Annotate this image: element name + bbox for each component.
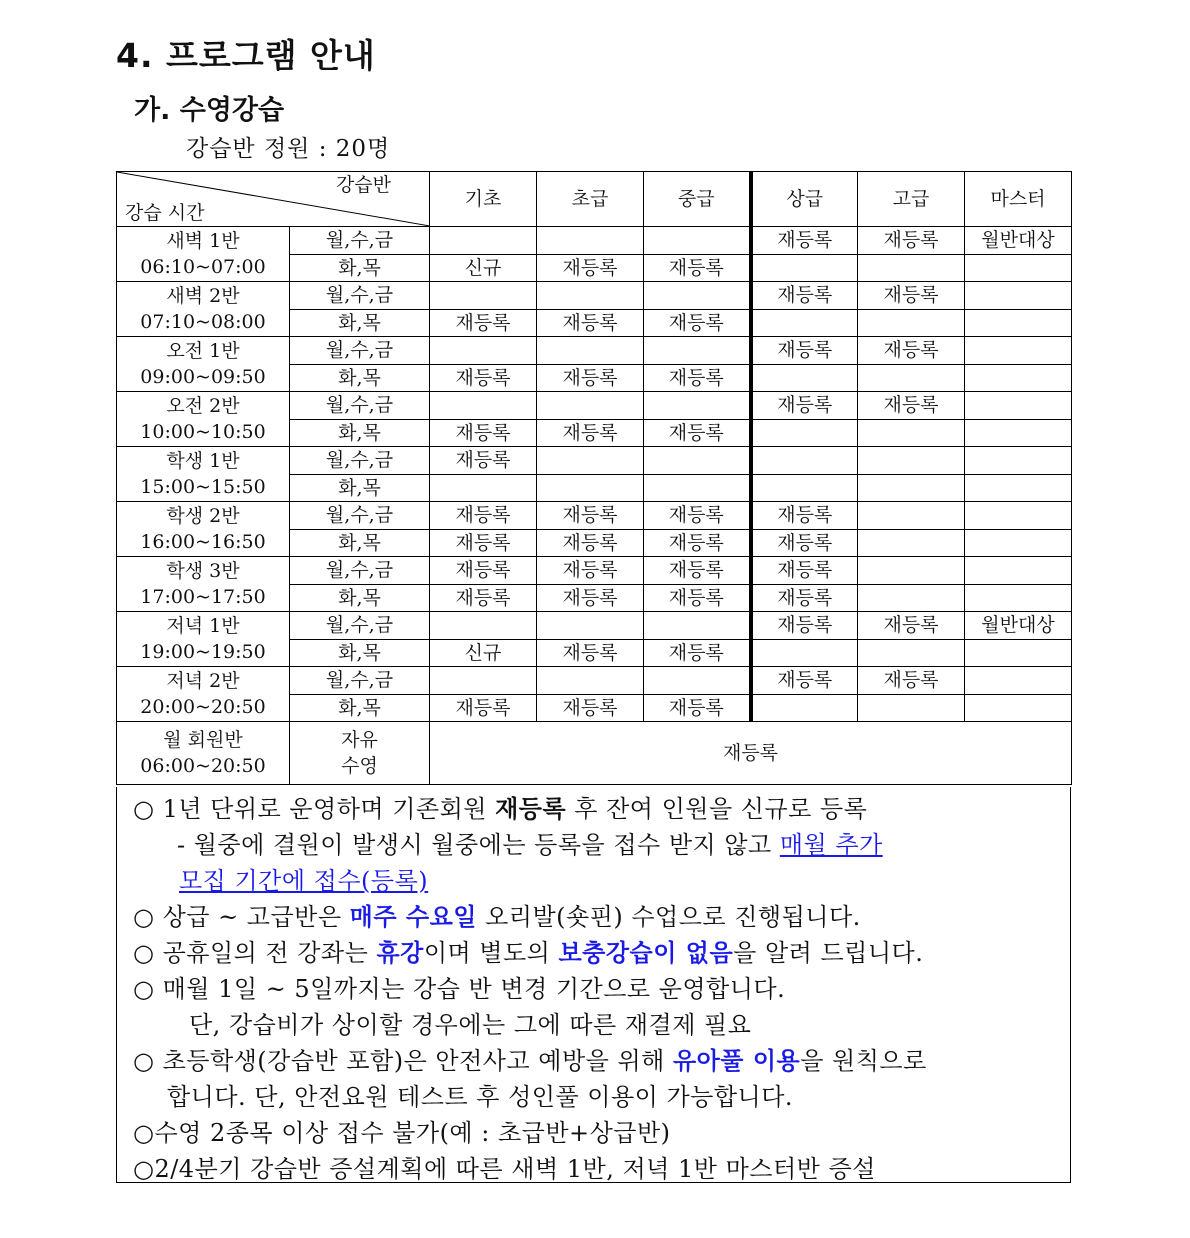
note-line-6: ○ 매월 1일 ~ 5일까지는 강습 반 변경 기간으로 운영합니다. bbox=[133, 975, 786, 1003]
header-row bbox=[117, 172, 1072, 227]
level-cell-intermediate: 재등록 bbox=[644, 529, 751, 557]
level-cell-master bbox=[965, 337, 1072, 365]
days-cell: 월,수,금 bbox=[290, 282, 430, 310]
level-cell-basic bbox=[430, 612, 537, 640]
level-cell-master bbox=[965, 447, 1072, 475]
level-cell-master bbox=[965, 639, 1072, 667]
days-cell: 화,목 bbox=[290, 639, 430, 667]
level-cell-beginner bbox=[537, 474, 644, 502]
level-cell-advanced: 재등록 bbox=[751, 612, 858, 640]
slot-time: 06:10~07:00 bbox=[140, 256, 266, 278]
level-cell-intermediate: 재등록 bbox=[644, 502, 751, 530]
days-cell: 화,목 bbox=[290, 309, 430, 337]
level-cell-expert bbox=[858, 447, 965, 475]
level-cell-expert: 재등록 bbox=[858, 227, 965, 255]
schedule-table bbox=[116, 171, 1072, 785]
slot-cell bbox=[117, 612, 290, 667]
level-cell-advanced bbox=[751, 639, 858, 667]
slot-time: 16:00~16:50 bbox=[140, 531, 266, 553]
level-cell-intermediate: 재등록 bbox=[644, 639, 751, 667]
level-cell-beginner: 재등록 bbox=[537, 557, 644, 585]
slot-name: 새벽 1반 bbox=[166, 230, 240, 252]
level-cell-master bbox=[965, 419, 1072, 447]
level-cell-beginner bbox=[537, 612, 644, 640]
level-cell-basic bbox=[430, 227, 537, 255]
level-header-master: 마스터 bbox=[965, 172, 1072, 227]
level-cell-beginner bbox=[537, 392, 644, 420]
slot-name: 새벽 2반 bbox=[166, 285, 240, 307]
level-cell-expert bbox=[858, 419, 965, 447]
class-capacity: 강습반 정원 : 20명 bbox=[186, 136, 391, 162]
level-cell-expert bbox=[858, 557, 965, 585]
schedule-row bbox=[117, 282, 1072, 310]
level-cell-advanced: 재등록 bbox=[751, 502, 858, 530]
monthly-value-cell: 재등록 bbox=[430, 722, 1072, 785]
corner-level-label: 강습반 bbox=[335, 174, 391, 196]
slot-name: 학생 3반 bbox=[166, 560, 240, 582]
note-line-9: 합니다. 단, 안전요원 테스트 후 성인풀 이용이 가능합니다. bbox=[167, 1083, 794, 1111]
level-cell-expert: 재등록 bbox=[858, 612, 965, 640]
level-header-beginner: 초급 bbox=[537, 172, 644, 227]
level-cell-beginner: 재등록 bbox=[537, 584, 644, 612]
level-cell-advanced: 재등록 bbox=[751, 392, 858, 420]
level-cell-basic: 재등록 bbox=[430, 529, 537, 557]
monthly-slot-cell bbox=[117, 722, 290, 785]
level-cell-advanced: 재등록 bbox=[751, 282, 858, 310]
level-cell-master: 월반대상 bbox=[965, 612, 1072, 640]
level-cell-basic bbox=[430, 337, 537, 365]
level-cell-beginner: 재등록 bbox=[537, 309, 644, 337]
days-cell: 화,목 bbox=[290, 529, 430, 557]
level-cell-intermediate bbox=[644, 392, 751, 420]
level-cell-intermediate bbox=[644, 282, 751, 310]
days-cell: 월,수,금 bbox=[290, 557, 430, 585]
level-cell-intermediate bbox=[644, 337, 751, 365]
days-cell: 월,수,금 bbox=[290, 667, 430, 695]
level-cell-advanced: 재등록 bbox=[751, 584, 858, 612]
level-cell-expert bbox=[858, 254, 965, 282]
level-cell-intermediate bbox=[644, 227, 751, 255]
level-cell-master bbox=[965, 474, 1072, 502]
slot-cell bbox=[117, 667, 290, 722]
level-cell-intermediate: 재등록 bbox=[644, 309, 751, 337]
days-cell: 월,수,금 bbox=[290, 612, 430, 640]
level-cell-basic bbox=[430, 474, 537, 502]
level-cell-advanced bbox=[751, 309, 858, 337]
level-cell-intermediate: 재등록 bbox=[644, 694, 751, 722]
level-cell-beginner bbox=[537, 337, 644, 365]
schedule-row bbox=[117, 667, 1072, 695]
note-line-11: ○2/4분기 강습반 증설계획에 따른 새벽 1반, 저녁 1반 마스터반 증설 bbox=[133, 1155, 876, 1183]
level-cell-beginner: 재등록 bbox=[537, 254, 644, 282]
schedule-row bbox=[117, 337, 1072, 365]
slot-name: 학생 1반 bbox=[166, 450, 240, 472]
level-cell-intermediate bbox=[644, 612, 751, 640]
slot-cell bbox=[117, 502, 290, 557]
level-cell-basic: 재등록 bbox=[430, 584, 537, 612]
level-cell-basic: 재등록 bbox=[430, 694, 537, 722]
level-header-intermediate: 중급 bbox=[644, 172, 751, 227]
level-cell-intermediate: 재등록 bbox=[644, 557, 751, 585]
schedule-row bbox=[117, 557, 1072, 585]
corner-time-label: 강습 시간 bbox=[125, 202, 205, 224]
level-cell-expert: 재등록 bbox=[858, 392, 965, 420]
slot-cell bbox=[117, 227, 290, 282]
level-cell-master bbox=[965, 694, 1072, 722]
level-cell-intermediate: 재등록 bbox=[644, 254, 751, 282]
slot-name: 오전 1반 bbox=[166, 340, 240, 362]
level-cell-beginner: 재등록 bbox=[537, 502, 644, 530]
days-cell: 화,목 bbox=[290, 474, 430, 502]
level-cell-advanced: 재등록 bbox=[751, 667, 858, 695]
level-cell-beginner bbox=[537, 447, 644, 475]
slot-name: 학생 2반 bbox=[166, 505, 240, 527]
slot-time: 10:00~10:50 bbox=[140, 421, 266, 443]
days-cell: 월,수,금 bbox=[290, 227, 430, 255]
days-cell: 월,수,금 bbox=[290, 392, 430, 420]
level-cell-master: 월반대상 bbox=[965, 227, 1072, 255]
level-cell-master bbox=[965, 667, 1072, 695]
monthly-time: 06:00~20:50 bbox=[140, 755, 266, 777]
level-cell-expert bbox=[858, 694, 965, 722]
slot-cell bbox=[117, 447, 290, 502]
days-cell: 월,수,금 bbox=[290, 502, 430, 530]
level-cell-master bbox=[965, 254, 1072, 282]
level-cell-expert bbox=[858, 474, 965, 502]
level-cell-advanced: 재등록 bbox=[751, 227, 858, 255]
level-cell-intermediate bbox=[644, 447, 751, 475]
level-cell-master bbox=[965, 309, 1072, 337]
level-cell-master bbox=[965, 529, 1072, 557]
level-cell-intermediate: 재등록 bbox=[644, 419, 751, 447]
level-cell-basic: 재등록 bbox=[430, 364, 537, 392]
schedule-row bbox=[117, 502, 1072, 530]
level-cell-basic: 재등록 bbox=[430, 419, 537, 447]
level-cell-advanced bbox=[751, 364, 858, 392]
slot-cell bbox=[117, 337, 290, 392]
slot-time: 15:00~15:50 bbox=[140, 476, 266, 498]
slot-name: 저녁 1반 bbox=[166, 615, 240, 637]
level-cell-basic: 재등록 bbox=[430, 557, 537, 585]
level-cell-expert bbox=[858, 364, 965, 392]
note-line-10: ○수영 2종목 이상 접수 불가(예 : 초급반+상급반) bbox=[133, 1119, 671, 1147]
note-line-2: - 월중에 결원이 발생시 월중에는 등록을 접수 받지 않고 매월 추가 bbox=[177, 831, 883, 859]
slot-time: 17:00~17:50 bbox=[140, 586, 266, 608]
level-header-expert: 고급 bbox=[858, 172, 965, 227]
level-cell-advanced bbox=[751, 254, 858, 282]
level-cell-advanced bbox=[751, 694, 858, 722]
level-cell-beginner: 재등록 bbox=[537, 419, 644, 447]
slot-time: 20:00~20:50 bbox=[140, 696, 266, 718]
level-cell-intermediate: 재등록 bbox=[644, 364, 751, 392]
level-cell-intermediate bbox=[644, 667, 751, 695]
level-cell-basic: 신규 bbox=[430, 254, 537, 282]
level-cell-advanced: 재등록 bbox=[751, 337, 858, 365]
level-cell-beginner bbox=[537, 667, 644, 695]
days-cell: 화,목 bbox=[290, 584, 430, 612]
slot-cell bbox=[117, 392, 290, 447]
level-cell-advanced: 재등록 bbox=[751, 557, 858, 585]
note-line-3: 모집 기간에 접수(등록) bbox=[179, 867, 429, 895]
note-line-1: ○ 1년 단위로 운영하며 기존회원 재등록 후 잔여 인원을 신규로 등록 bbox=[133, 794, 868, 823]
level-cell-basic: 재등록 bbox=[430, 447, 537, 475]
monthly-days-cell bbox=[290, 722, 430, 785]
level-cell-beginner: 재등록 bbox=[537, 364, 644, 392]
level-cell-beginner: 재등록 bbox=[537, 529, 644, 557]
note-line-8: ○ 초등학생(강습반 포함)은 안전사고 예방을 위해 유아풀 이용을 원칙으로 bbox=[133, 1046, 927, 1075]
days-cell: 화,목 bbox=[290, 419, 430, 447]
slot-time: 07:10~08:00 bbox=[140, 311, 266, 333]
level-cell-beginner: 재등록 bbox=[537, 639, 644, 667]
level-cell-master bbox=[965, 557, 1072, 585]
slot-name: 저녁 2반 bbox=[166, 670, 240, 692]
level-cell-intermediate: 재등록 bbox=[644, 584, 751, 612]
days-cell: 화,목 bbox=[290, 254, 430, 282]
sub-heading: 가. 수영강습 bbox=[134, 95, 285, 126]
level-cell-advanced: 재등록 bbox=[751, 529, 858, 557]
level-cell-basic bbox=[430, 392, 537, 420]
level-cell-expert bbox=[858, 502, 965, 530]
schedule-row bbox=[117, 612, 1072, 640]
slot-name: 오전 2반 bbox=[166, 395, 240, 417]
level-cell-beginner bbox=[537, 282, 644, 310]
level-cell-basic: 재등록 bbox=[430, 502, 537, 530]
level-cell-advanced bbox=[751, 474, 858, 502]
monthly-row bbox=[117, 722, 1072, 785]
days-cell: 월,수,금 bbox=[290, 447, 430, 475]
slot-cell bbox=[117, 282, 290, 337]
days-cell: 월,수,금 bbox=[290, 337, 430, 365]
level-cell-basic: 재등록 bbox=[430, 309, 537, 337]
monthly-days-line1: 자유 bbox=[341, 729, 378, 751]
note-line-7: 단, 강습비가 상이할 경우에는 그에 따른 재결제 필요 bbox=[189, 1011, 752, 1039]
level-cell-beginner bbox=[537, 227, 644, 255]
schedule-row bbox=[117, 447, 1072, 475]
monthly-days-line2: 수영 bbox=[341, 755, 378, 777]
monthly-name: 월 회원반 bbox=[163, 729, 243, 751]
level-cell-basic bbox=[430, 667, 537, 695]
level-cell-expert bbox=[858, 309, 965, 337]
level-cell-expert bbox=[858, 529, 965, 557]
days-cell: 화,목 bbox=[290, 364, 430, 392]
level-cell-expert bbox=[858, 639, 965, 667]
notes-box bbox=[116, 787, 1071, 1183]
note-line-5: ○ 공휴일의 전 강좌는 휴강이며 별도의 보충강습이 없음을 알려 드립니다. bbox=[133, 938, 924, 967]
level-cell-basic: 신규 bbox=[430, 639, 537, 667]
level-cell-expert bbox=[858, 584, 965, 612]
days-cell: 화,목 bbox=[290, 694, 430, 722]
level-cell-master bbox=[965, 392, 1072, 420]
section-heading: 4. 프로그램 안내 bbox=[116, 36, 376, 75]
level-cell-expert: 재등록 bbox=[858, 337, 965, 365]
level-cell-master bbox=[965, 584, 1072, 612]
level-header-basic: 기초 bbox=[430, 172, 537, 227]
level-header-advanced: 상급 bbox=[751, 172, 858, 227]
slot-time: 09:00~09:50 bbox=[140, 366, 266, 388]
level-cell-beginner: 재등록 bbox=[537, 694, 644, 722]
schedule-row bbox=[117, 392, 1072, 420]
corner-cell bbox=[117, 172, 430, 227]
schedule-row bbox=[117, 227, 1072, 255]
slot-time: 19:00~19:50 bbox=[140, 641, 266, 663]
level-cell-advanced bbox=[751, 419, 858, 447]
note-line-4: ○ 상급 ~ 고급반은 매주 수요일 오리발(숏핀) 수업으로 진행됩니다. bbox=[133, 902, 861, 931]
level-cell-basic bbox=[430, 282, 537, 310]
level-cell-intermediate bbox=[644, 474, 751, 502]
level-cell-advanced bbox=[751, 447, 858, 475]
slot-cell bbox=[117, 557, 290, 612]
level-cell-master bbox=[965, 502, 1072, 530]
level-cell-expert: 재등록 bbox=[858, 667, 965, 695]
level-cell-master bbox=[965, 282, 1072, 310]
level-cell-expert: 재등록 bbox=[858, 282, 965, 310]
level-cell-master bbox=[965, 364, 1072, 392]
